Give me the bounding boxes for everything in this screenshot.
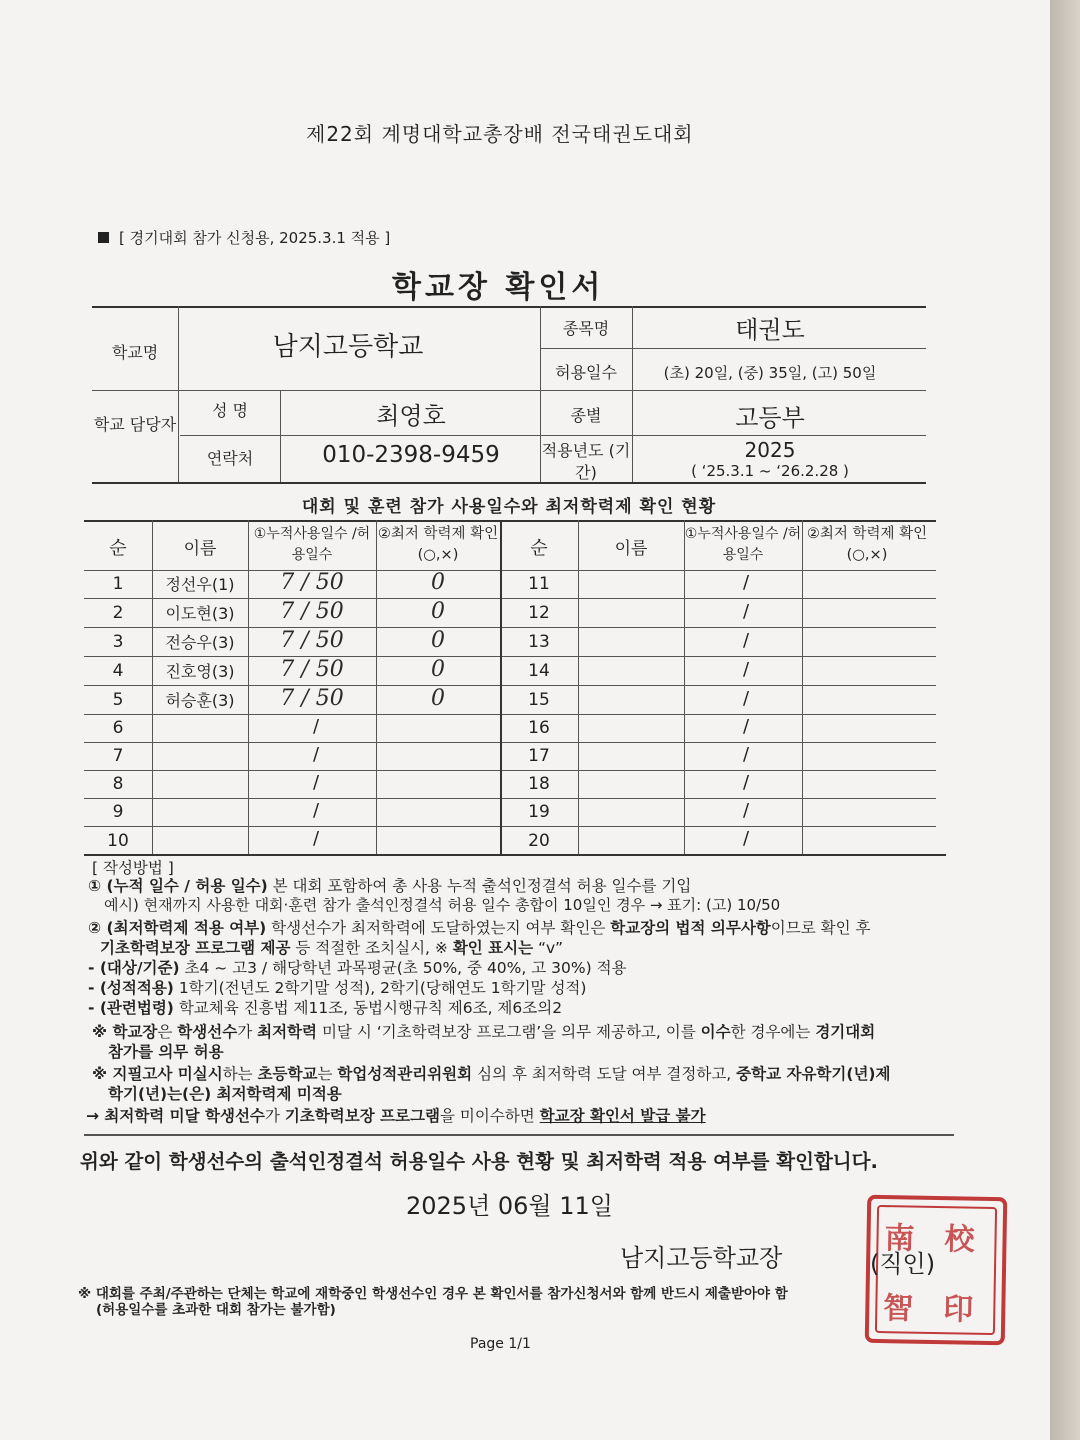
contact-label: 학교 담당자	[93, 415, 177, 434]
allow-value: (초) 20일, (중) 35일, (고) 50일	[663, 364, 877, 382]
phone-label: 연락처	[206, 449, 254, 468]
row-days: /	[742, 772, 750, 793]
allow-label: 허용일수	[555, 363, 617, 382]
row-days: /	[742, 688, 750, 709]
page-number: Page 1/1	[470, 1336, 531, 1352]
square-bullet-icon	[98, 232, 109, 243]
instruction-line: - (관련법령) 학교체육 진흥법 제11조, 동법시행규칙 제6조, 제6조의2	[88, 999, 563, 1017]
row-check: 0	[431, 628, 445, 653]
row-days: /	[312, 744, 320, 765]
row-check: 0	[431, 599, 445, 624]
row-no: 17	[528, 746, 550, 766]
row-days: /	[312, 828, 320, 849]
row-name: 이도현(3)	[165, 604, 235, 623]
row-check: 0	[431, 686, 445, 711]
name-value: 최영호	[376, 402, 446, 430]
document-title: 학교장 확인서	[392, 270, 605, 305]
sport-label: 종목명	[562, 319, 610, 338]
row-days: /	[742, 800, 750, 821]
phone-value: 010-2398-9459	[322, 442, 500, 468]
row-days: 7 / 50	[280, 599, 344, 624]
col-name-left: 이름	[183, 539, 217, 559]
row-days: /	[742, 659, 750, 680]
row-no: 14	[528, 661, 550, 681]
row-check: 0	[431, 570, 445, 595]
instruction-line: 예시) 현재까지 사용한 대회·훈련 참가 출석인정결석 허용 일수 총합이 10일인 경우 → 표기: (고) 10/50	[104, 896, 781, 914]
footer-note-2: (허용일수를 초과한 대회 참가는 불가함)	[96, 1302, 336, 1318]
row-no: 2	[112, 603, 124, 623]
instruction-line: - (대상/기준) 초4 ~ 고3 / 해당학년 과목평균(초 50%, 중 40%, 고 30%) 적용	[88, 959, 627, 977]
instruction-line: 기초학력보장 프로그램 제공 등 적절한 조치실시, ※ 확인 표시는 “v”	[100, 939, 563, 957]
row-no: 20	[528, 831, 550, 851]
row-days: 7 / 50	[280, 570, 344, 595]
form-note-text: [ 경기대회 참가 신청용, 2025.3.1 적용 ]	[119, 229, 391, 247]
row-days: /	[742, 601, 750, 622]
row-no: 16	[528, 718, 550, 738]
school-label: 학교명	[111, 343, 159, 362]
col-no-left: 순	[109, 538, 127, 559]
school-seal-stamp: 南 校 智 印	[865, 1195, 1008, 1345]
row-days: /	[312, 772, 320, 793]
row-days: /	[742, 630, 750, 651]
row-days: 7 / 50	[280, 686, 344, 711]
instruction-line: 참가를 의무 허용	[108, 1043, 224, 1061]
instruction-line: ① (누적 일수 / 허용 일수) 본 대회 포함하여 총 사용 누적 출석인정결석 허용 일수를 기입	[88, 877, 692, 895]
instruction-line: → 최저학력 미달 학생선수가 기초학력보장 프로그램을 미이수하면 학교장 확인서 발급 불가	[86, 1107, 706, 1125]
instruction-line: 학기(년)는(은) 최저학력제 미적용	[108, 1085, 342, 1103]
row-no: 9	[112, 802, 124, 822]
col-days-right: ①누적사용일수 /허용일수	[684, 526, 802, 563]
row-no: 6	[112, 718, 124, 738]
row-name: 전승우(3)	[165, 633, 235, 652]
row-days: /	[742, 716, 750, 737]
row-no: 3	[112, 632, 124, 652]
row-name: 허승훈(3)	[165, 691, 235, 710]
row-no: 5	[112, 690, 124, 710]
row-days: /	[312, 800, 320, 821]
row-name: 정선우(1)	[165, 575, 235, 594]
col-no-right: 순	[530, 538, 548, 559]
row-no: 10	[107, 831, 129, 851]
instruction-line: ※ 학교장은 학생선수가 최저학력 미달 시 ‘기초학력보장 프로그램’을 의무 제공하고, 이를 이수한 경우에는 경기대회	[92, 1023, 876, 1041]
year-label: 적용년도 (기간)	[541, 441, 631, 482]
row-no: 19	[528, 802, 550, 822]
row-days: 7 / 50	[280, 657, 344, 682]
name-label: 성 명	[212, 401, 248, 420]
sport-value: 태권도	[735, 316, 805, 344]
instruction-line: ② (최저학력제 적용 여부) 학생선수가 최저학력에 도달하였는지 여부 확인은 학교장의 법적 의무사항이므로 확인 후	[88, 919, 871, 937]
table-title: 대회 및 훈련 참가 사용일수와 최저학력제 확인 현황	[301, 497, 717, 517]
row-no: 7	[112, 746, 124, 766]
row-no: 1	[112, 574, 124, 594]
school-name: 남지고등학교	[272, 332, 424, 362]
row-check: 0	[431, 657, 445, 682]
row-no: 15	[528, 690, 550, 710]
footer-note: ※ 대회를 주최/주관하는 단체는 학교에 재학중인 학생선수인 경우 본 확인서를 참가신청서와 함께 반드시 제출받아야 함	[78, 1286, 788, 1302]
division-label: 종별	[570, 406, 602, 425]
form-note	[98, 227, 390, 248]
row-no: 11	[528, 574, 550, 594]
instruction-line: - (성적적용) 1학기(전년도 2학기말 성적), 2학기(당해연도 1학기말 성적)	[88, 979, 587, 997]
col-check-left: ②최저 학력제 확인(○,×)	[377, 526, 499, 563]
seal-mark: (직인)	[870, 1250, 936, 1278]
row-name: 진호영(3)	[165, 662, 235, 681]
row-no: 12	[528, 603, 550, 623]
row-no: 18	[528, 774, 550, 794]
col-days-left: ①누적사용일수 /허용일수	[253, 526, 371, 563]
row-days: /	[742, 744, 750, 765]
col-check-right: ②최저 학력제 확인(○,×)	[806, 526, 928, 563]
instructions-heading: [ 작성방법 ]	[92, 859, 174, 877]
instruction-line: ※ 지필고사 미실시하는 초등학교는 학업성적관리위원회 심의 후 최저학력 도달 여부 결정하고, 중학교 자유학기(년)제	[92, 1065, 891, 1083]
row-days: 7 / 50	[280, 628, 344, 653]
issue-date: 2025년 06월 11일	[406, 1192, 613, 1220]
row-days: /	[742, 828, 750, 849]
background-edge	[1050, 0, 1080, 1440]
row-days: /	[312, 716, 320, 737]
row-days: /	[742, 572, 750, 593]
division-value: 고등부	[735, 404, 805, 432]
col-name-right: 이름	[614, 539, 648, 559]
year-period: ( ‘25.3.1 ~ ‘26.2.28 )	[691, 462, 849, 480]
year-value: 2025	[744, 438, 796, 462]
row-no: 4	[112, 661, 124, 681]
confirm-statement: 위와 같이 학생선수의 출석인정결석 허용일수 사용 현황 및 최저학력 적용 여부를 확인합니다.	[80, 1150, 878, 1173]
row-no: 13	[528, 632, 550, 652]
event-title: 제22회 계명대학교총장배 전국태권도대회	[306, 122, 694, 146]
row-no: 8	[112, 774, 124, 794]
signer-name: 남지고등학교장	[620, 1244, 783, 1272]
